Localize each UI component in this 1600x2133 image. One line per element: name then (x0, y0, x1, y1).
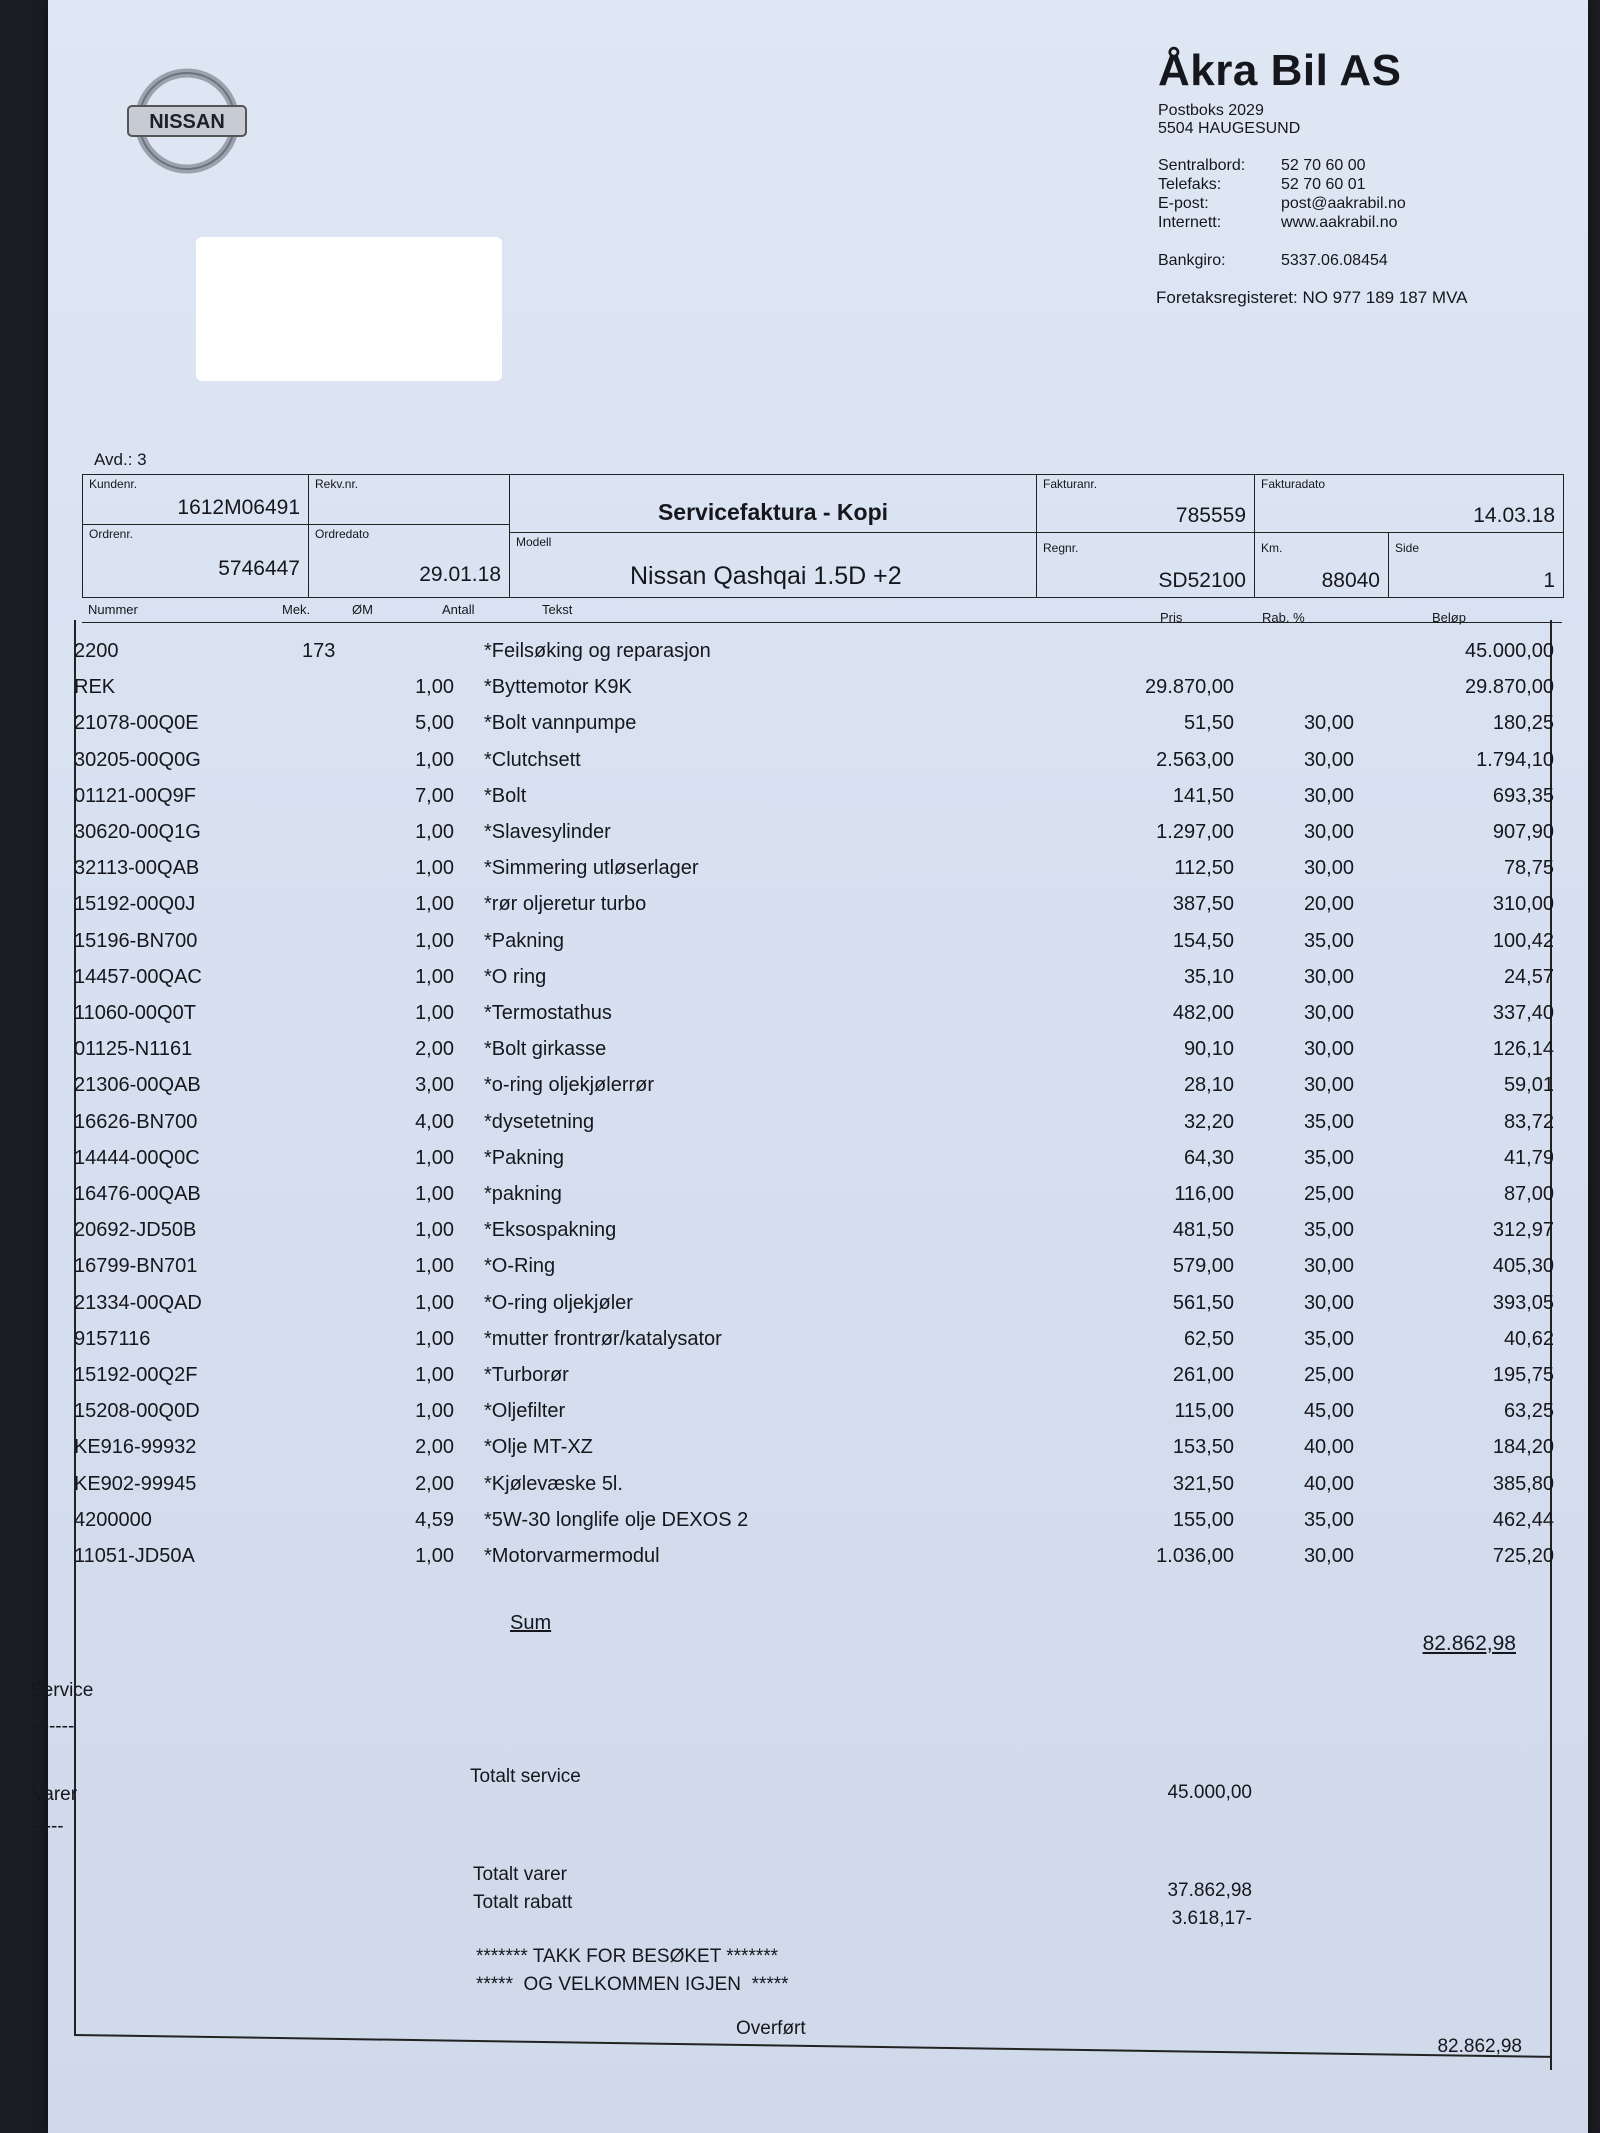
invoice-line (74, 1002, 1574, 1032)
km-value: 88040 (1321, 569, 1380, 592)
line-price: 29.870,00 (1145, 676, 1234, 699)
thanks-line-2: ***** OG VELKOMMEN IGJEN ***** (476, 1974, 789, 1995)
side-cell (1389, 533, 1563, 597)
line-discount: 30,00 (1303, 1255, 1354, 1278)
line-discount: 40,00 (1303, 1436, 1354, 1459)
line-amount: 693,35 (1492, 784, 1554, 807)
line-text: *O-Ring (484, 1255, 556, 1278)
line-text: *rør oljeretur turbo (484, 893, 647, 916)
contact-value: post@aakrabil.no (1281, 195, 1406, 212)
line-number: 15208-00Q0D (74, 1400, 200, 1423)
line-discount: 35,00 (1303, 929, 1354, 952)
line-text: *Bolt (484, 784, 527, 807)
overfort-label: Overført (736, 2018, 806, 2039)
line-text: *pakning (484, 1183, 562, 1205)
varer-dash: ----- (32, 1816, 64, 1837)
contact-label: E-post: (1158, 195, 1209, 212)
invoice-line (74, 1183, 1574, 1213)
line-amount: 195,75 (1492, 1364, 1554, 1386)
company-name: Åkra Bil AS (1158, 46, 1402, 95)
line-number: 20692-JD50B (74, 1219, 197, 1242)
varer-label: Varer (32, 1784, 78, 1805)
line-text: *Termostathus (484, 1002, 612, 1024)
line-number: 16799-BN701 (74, 1255, 198, 1278)
line-discount: 30,00 (1303, 784, 1354, 807)
kundenr-cell (83, 475, 309, 525)
line-price: 153,50 (1172, 1436, 1234, 1459)
line-text: *Olje MT-XZ (484, 1436, 593, 1459)
col-om: ØM (352, 602, 373, 617)
rekvnr-label: Rekv.nr. (315, 477, 359, 491)
invoice-line (74, 821, 1574, 851)
invoice-line (74, 1436, 1574, 1466)
line-amount: 337,40 (1492, 1002, 1554, 1024)
line-text: *dysetetning (484, 1110, 595, 1133)
line-text: *Eksospakning (484, 1219, 617, 1242)
line-quantity: 1,00 (415, 748, 454, 771)
line-amount: 312,97 (1492, 1219, 1554, 1242)
line-price: 62,50 (1183, 1327, 1234, 1350)
service-label: Service (30, 1680, 94, 1701)
km-cell (1255, 533, 1389, 597)
contact-value: 52 70 60 01 (1281, 176, 1366, 193)
ordrenr-label: Ordrenr. (89, 527, 134, 541)
line-quantity: 2,00 (415, 1436, 454, 1459)
line-text: *Clutchsett (484, 748, 581, 771)
totalt-varer-value: 37.862,98 (1167, 1880, 1252, 1901)
line-number: 30620-00Q1G (74, 821, 201, 843)
invoice-line (74, 1111, 1574, 1141)
regnr-label: Regnr. (1043, 541, 1079, 555)
invoice-line (74, 1509, 1574, 1539)
col-nummer: Nummer (88, 602, 138, 617)
col-tekst: Tekst (542, 602, 573, 617)
col-belop: Beløp (1432, 610, 1466, 625)
line-amount: 24,57 (1503, 965, 1554, 988)
line-amount: 725,20 (1492, 1545, 1554, 1567)
column-header-row (82, 600, 1562, 623)
fakturanr-value: 785559 (1175, 504, 1246, 527)
line-amount: 63,25 (1503, 1400, 1554, 1423)
line-price: 481,50 (1172, 1219, 1234, 1242)
line-price: 321,50 (1172, 1472, 1234, 1495)
contact-block (1158, 156, 1406, 232)
invoice-line (74, 857, 1574, 887)
line-quantity: 7,00 (415, 784, 454, 807)
line-quantity: 1,00 (415, 1327, 454, 1350)
line-number: 15196-BN700 (74, 929, 198, 952)
line-discount: 30,00 (1303, 1038, 1354, 1061)
invoice-line (74, 930, 1574, 960)
line-number: 15192-00Q2F (74, 1364, 198, 1386)
invoice-line (74, 1364, 1574, 1394)
line-amount: 462,44 (1492, 1508, 1554, 1531)
line-text: *o-ring oljekjølerrør (484, 1074, 655, 1097)
line-discount: 30,00 (1303, 748, 1354, 771)
line-text: *Kjølevæske 5l. (484, 1472, 623, 1495)
invoice-line (74, 966, 1574, 996)
line-number: 01121-00Q9F (74, 784, 196, 807)
line-quantity: 1,00 (415, 1400, 454, 1423)
line-text: *Oljefilter (484, 1400, 566, 1423)
line-quantity: 1,00 (415, 1183, 454, 1205)
table-frame-bottom (74, 2034, 1552, 2058)
line-amount: 87,00 (1503, 1183, 1554, 1205)
line-number: 21306-00QAB (74, 1074, 201, 1097)
line-number: 9157116 (74, 1327, 151, 1350)
fakturanr-label: Fakturanr. (1043, 477, 1098, 491)
line-quantity: 3,00 (415, 1074, 454, 1097)
logo-text: NISSAN (149, 111, 225, 133)
line-amount: 184,20 (1492, 1436, 1554, 1459)
redacted-address-block (196, 237, 502, 381)
line-amount: 83,72 (1503, 1110, 1554, 1133)
line-text: *5W-30 longlife olje DEXOS 2 (484, 1508, 749, 1531)
line-amount: 100,42 (1492, 929, 1554, 952)
regnr-cell (1037, 533, 1255, 597)
line-price: 387,50 (1172, 893, 1234, 916)
line-text: *Slavesylinder (484, 821, 611, 843)
fakturadato-value: 14.03.18 (1473, 504, 1555, 527)
modell-value: Nissan Qashqai 1.5D +2 (630, 562, 902, 590)
line-price: 51,50 (1183, 712, 1234, 735)
ordrenr-cell (83, 525, 309, 597)
line-quantity: 2,00 (415, 1038, 454, 1061)
regnr-value: SD52100 (1158, 569, 1246, 592)
line-price: 261,00 (1172, 1364, 1234, 1386)
line-discount: 30,00 (1303, 712, 1354, 735)
line-mechanic: 173 (302, 640, 336, 662)
bankgiro-row (1158, 252, 1388, 270)
invoice-line (74, 1292, 1574, 1322)
line-text: *Bolt girkasse (484, 1038, 607, 1061)
invoice-header-grid (82, 474, 1564, 598)
line-text: *Pakning (484, 1146, 565, 1169)
line-number: KE916-99932 (74, 1436, 197, 1459)
line-price: 482,00 (1172, 1002, 1234, 1024)
sum-label: Sum (510, 1612, 552, 1634)
department: Avd.: 3 (94, 450, 147, 469)
invoice-line (74, 640, 1574, 670)
invoice-line (74, 1473, 1574, 1503)
line-amount: 310,00 (1492, 893, 1554, 916)
col-pris: Pris (1160, 610, 1183, 625)
line-quantity: 1,00 (415, 857, 454, 880)
line-price: 2.563,00 (1156, 748, 1234, 771)
totalt-service-value: 45.000,00 (1167, 1782, 1252, 1803)
col-mek: Mek. (282, 602, 311, 617)
line-price: 115,00 (1174, 1400, 1234, 1423)
fakturanr-cell (1037, 475, 1255, 533)
line-number: 15192-00Q0J (74, 893, 196, 916)
line-number: 01125-N1161 (74, 1038, 193, 1061)
line-number: 32113-00QAB (74, 857, 200, 880)
line-price: 35,10 (1183, 965, 1234, 988)
invoice-line (74, 1038, 1574, 1068)
contact-value: www.aakrabil.no (1281, 214, 1398, 231)
invoice-line (74, 1400, 1574, 1430)
company-city: 5504 HAUGESUND (1158, 120, 1301, 137)
line-number: 21334-00QAD (74, 1291, 202, 1314)
kundenr-label: Kundenr. (89, 477, 138, 491)
invoice-paper (30, 0, 1588, 2133)
contact-value: 52 70 60 00 (1281, 157, 1366, 174)
line-price: 28,10 (1183, 1074, 1234, 1097)
line-quantity: 5,00 (415, 712, 454, 735)
ordrenr-value: 5746447 (218, 557, 300, 580)
line-text: *Motorvarmermodul (484, 1545, 660, 1567)
kundenr-value: 1612M06491 (177, 496, 300, 519)
line-number: 21078-00Q0E (74, 712, 199, 735)
line-number: 14444-00Q0C (74, 1146, 200, 1169)
invoice-line (74, 1255, 1574, 1285)
line-number: REK (74, 676, 116, 699)
line-number: 16476-00QAB (74, 1183, 201, 1205)
line-discount: 30,00 (1303, 1074, 1354, 1097)
line-quantity: 1,00 (415, 965, 454, 988)
line-amount: 40,62 (1503, 1327, 1554, 1350)
totalt-rabatt-value: 3.618,17- (1171, 1908, 1252, 1929)
company-postbox: Postboks 2029 (1158, 102, 1264, 119)
line-amount: 405,30 (1492, 1255, 1554, 1278)
fakturadato-label: Fakturadato (1261, 477, 1326, 491)
line-quantity: 1,00 (415, 1545, 454, 1567)
line-number: 14457-00QAC (74, 965, 202, 988)
km-label: Km. (1261, 541, 1283, 555)
line-discount: 30,00 (1303, 1291, 1354, 1314)
line-quantity: 2,00 (415, 1472, 454, 1495)
line-discount: 30,00 (1303, 965, 1354, 988)
line-text: *Turborør (484, 1364, 569, 1386)
line-number: 2200 (74, 640, 119, 662)
side-label: Side (1395, 541, 1420, 555)
invoice-line (74, 1328, 1574, 1358)
ordredato-value: 29.01.18 (419, 563, 501, 586)
line-discount: 35,00 (1303, 1327, 1354, 1350)
line-discount: 45,00 (1303, 1400, 1354, 1423)
line-text: *Pakning (484, 929, 565, 952)
line-quantity: 1,00 (415, 1255, 454, 1278)
line-discount: 25,00 (1303, 1183, 1354, 1205)
line-number: 11051-JD50A (74, 1545, 195, 1567)
line-price: 561,50 (1172, 1291, 1234, 1314)
line-quantity: 1,00 (415, 929, 454, 952)
line-price: 112,50 (1174, 857, 1234, 880)
line-discount: 30,00 (1303, 821, 1354, 843)
line-quantity: 1,00 (415, 1364, 454, 1386)
line-amount: 59,01 (1503, 1074, 1554, 1097)
invoice-line (74, 1147, 1574, 1177)
overfort-value: 82.862,98 (1437, 2036, 1522, 2057)
invoice-line (74, 785, 1574, 815)
line-discount: 30,00 (1303, 857, 1354, 880)
col-antall: Antall (442, 602, 475, 617)
thanks-line-1: ******* TAKK FOR BESØKET ******* (476, 1946, 779, 1967)
line-amount: 45.000,00 (1465, 640, 1554, 662)
line-discount: 35,00 (1303, 1219, 1354, 1242)
line-price: 154,50 (1172, 929, 1234, 952)
line-quantity: 4,59 (415, 1508, 454, 1531)
line-discount: 35,00 (1303, 1146, 1354, 1169)
line-quantity: 4,00 (415, 1110, 454, 1133)
line-text: *O ring (484, 965, 547, 988)
sum-total: 82.862,98 (1422, 1632, 1516, 1655)
foretaksregister: Foretaksregisteret: NO 977 189 187 MVA (1156, 288, 1468, 307)
contact-label: Telefaks: (1158, 176, 1222, 193)
ordredato-label: Ordredato (315, 527, 370, 541)
modell-cell (510, 533, 1037, 597)
invoice-line (74, 749, 1574, 779)
line-discount: 35,00 (1303, 1110, 1354, 1133)
line-discount: 40,00 (1303, 1472, 1354, 1495)
line-text: *Bolt vannpumpe (484, 712, 637, 735)
line-amount: 41,79 (1503, 1146, 1554, 1169)
line-amount: 393,05 (1492, 1291, 1554, 1314)
line-quantity: 1,00 (415, 1291, 454, 1314)
title-cell (510, 475, 1037, 533)
bankgiro-label: Bankgiro: (1158, 252, 1226, 269)
line-text: *O-ring oljekjøler (484, 1291, 633, 1314)
totalt-varer-label: Totalt varer (473, 1864, 567, 1885)
line-price: 90,10 (1183, 1038, 1234, 1061)
ordredato-cell (309, 525, 510, 597)
line-discount: 25,00 (1303, 1364, 1354, 1386)
line-text: *mutter frontrør/katalysator (484, 1327, 722, 1350)
modell-label: Modell (516, 535, 552, 549)
line-number: 11060-00Q0T (74, 1002, 196, 1024)
line-quantity: 1,00 (415, 1146, 454, 1169)
line-amount: 126,14 (1492, 1038, 1554, 1061)
line-amount: 78,75 (1503, 857, 1554, 880)
line-price: 155,00 (1172, 1508, 1234, 1531)
bankgiro-value: 5337.06.08454 (1281, 252, 1388, 269)
invoice-title: Servicefaktura - Kopi (657, 499, 889, 525)
line-quantity: 1,00 (415, 676, 454, 699)
rekvnr-cell (309, 475, 510, 525)
company-block (1158, 46, 1578, 138)
line-text: *Feilsøking og reparasjon (484, 640, 711, 662)
line-discount: 35,00 (1303, 1508, 1354, 1531)
line-amount: 1.794,10 (1476, 748, 1554, 771)
line-discount: 20,00 (1303, 893, 1354, 916)
line-number: KE902-99945 (74, 1472, 197, 1495)
nissan-logo-icon (126, 68, 248, 174)
contact-label: Internett: (1158, 214, 1222, 231)
line-discount: 30,00 (1303, 1002, 1354, 1024)
line-amount: 907,90 (1492, 821, 1554, 843)
line-price: 64,30 (1183, 1146, 1234, 1169)
line-text: *Byttemotor K9K (484, 676, 632, 699)
invoice-line (74, 712, 1574, 742)
contact-label: Sentralbord: (1158, 157, 1246, 174)
line-quantity: 1,00 (415, 821, 454, 843)
service-dash: ------- (30, 1716, 75, 1737)
line-amount: 180,25 (1492, 712, 1554, 735)
line-quantity: 1,00 (415, 1219, 454, 1242)
invoice-line (74, 676, 1574, 706)
line-price: 1.036,00 (1156, 1545, 1234, 1567)
line-number: 4200000 (74, 1508, 152, 1531)
line-amount: 29.870,00 (1465, 676, 1554, 699)
line-price: 579,00 (1172, 1255, 1234, 1278)
totalt-rabatt-label: Totalt rabatt (473, 1892, 573, 1913)
line-number: 16626-BN700 (74, 1110, 198, 1133)
line-price: 32,20 (1183, 1110, 1234, 1133)
line-price: 116,00 (1174, 1183, 1234, 1205)
line-price: 1.297,00 (1156, 821, 1234, 843)
col-rab: Rab. % (1262, 610, 1305, 625)
invoice-line (74, 1219, 1574, 1249)
line-price: 141,50 (1172, 784, 1234, 807)
totalt-service-label: Totalt service (470, 1766, 581, 1787)
line-amount: 385,80 (1492, 1472, 1554, 1495)
line-text: *Simmering utløserlager (484, 857, 699, 880)
invoice-line (74, 893, 1574, 923)
invoice-line (74, 1074, 1574, 1104)
line-quantity: 1,00 (415, 893, 454, 916)
fakturadato-cell (1255, 475, 1563, 533)
line-discount: 30,00 (1303, 1545, 1354, 1567)
side-value: 1 (1543, 569, 1555, 592)
line-number: 30205-00Q0G (74, 748, 201, 771)
line-quantity: 1,00 (415, 1002, 454, 1024)
invoice-line (74, 1545, 1574, 1575)
